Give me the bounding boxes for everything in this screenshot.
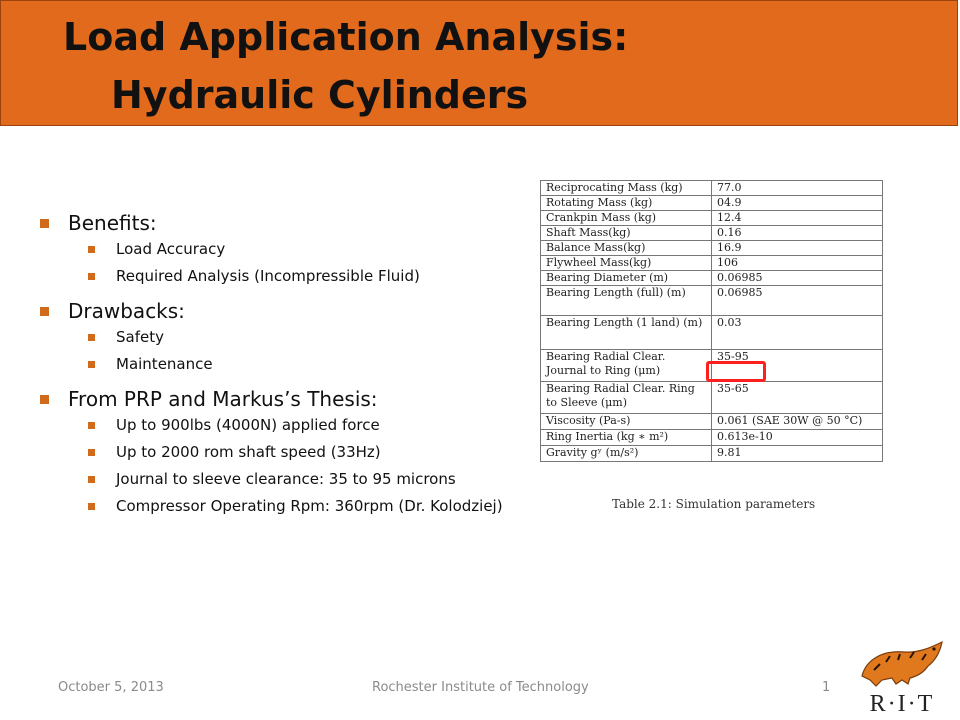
table-row <box>541 316 883 350</box>
footer-institution: Rochester Institute of Technology <box>372 680 589 695</box>
param-value: 0.613e-10 <box>712 430 883 446</box>
param-name: Flywheel Mass(kg) <box>541 256 712 271</box>
table-caption: Table 2.1: Simulation parameters <box>612 497 816 511</box>
bullet-square-icon <box>88 503 95 510</box>
table-row <box>541 430 883 446</box>
bullet-square-icon <box>40 219 49 228</box>
table-row <box>541 181 883 196</box>
bullet-square-icon <box>88 476 95 483</box>
sub-bullet <box>38 466 638 493</box>
table-row <box>541 271 883 286</box>
table-row <box>541 256 883 271</box>
param-value: 0.06985 <box>712 271 883 286</box>
param-name: Bearing Radial Clear. Ring to Sleeve (μm) <box>541 382 712 414</box>
param-value: 0.061 (SAE 30W @ 50 °C) <box>712 414 883 430</box>
param-value: 35-65 <box>712 382 883 414</box>
param-value: 0.06985 <box>712 286 883 316</box>
bullet-label: Benefits: <box>68 211 157 235</box>
bullet-square-icon <box>40 395 49 404</box>
param-name: Bearing Length (full) (m) <box>541 286 712 316</box>
sub-bullet-text: Up to 900lbs (4000N) applied force <box>116 416 380 434</box>
sub-bullet-text: Required Analysis (Incompressible Fluid) <box>116 267 420 285</box>
highlight-box <box>706 361 766 382</box>
param-name: Shaft Mass(kg) <box>541 226 712 241</box>
logo-text: R·I·T <box>869 691 935 716</box>
param-name: Balance Mass(kg) <box>541 241 712 256</box>
bullet-square-icon <box>88 273 95 280</box>
simulation-parameters-table <box>540 180 883 462</box>
param-name: Viscosity (Pa-s) <box>541 414 712 430</box>
param-value: 9.81 <box>712 446 883 462</box>
param-value: 12.4 <box>712 211 883 226</box>
param-name: Bearing Length (1 land) (m) <box>541 316 712 350</box>
bullet-square-icon <box>88 334 95 341</box>
sub-bullet <box>38 493 638 520</box>
table-row <box>541 414 883 430</box>
bullet-square-icon <box>88 449 95 456</box>
table-row <box>541 241 883 256</box>
sub-bullet-text: Maintenance <box>116 355 213 373</box>
sub-bullet-text: Safety <box>116 328 164 346</box>
param-name: Bearing Diameter (m) <box>541 271 712 286</box>
param-value: 0.03 <box>712 316 883 350</box>
table-row <box>541 382 883 414</box>
table-row <box>541 286 883 316</box>
sub-bullet-text: Compressor Operating Rpm: 360rpm (Dr. Kolodziej) <box>116 497 503 515</box>
rit-logo <box>852 640 952 716</box>
param-value: 106 <box>712 256 883 271</box>
footer-date: October 5, 2013 <box>58 680 164 695</box>
slide-number: 1 <box>822 680 831 695</box>
param-name: Reciprocating Mass (kg) <box>541 181 712 196</box>
bullet-square-icon <box>88 246 95 253</box>
table-row <box>541 446 883 462</box>
title-banner <box>0 0 958 126</box>
bullet-label: Drawbacks: <box>68 299 185 323</box>
slide-title-line-2: Hydraulic Cylinders <box>111 73 529 117</box>
param-name: Crankpin Mass (kg) <box>541 211 712 226</box>
param-name: Gravity gʸ (m/s²) <box>541 446 712 462</box>
param-name: Bearing Radial Clear. Journal to Ring (μm) <box>541 350 712 382</box>
table-row <box>541 211 883 226</box>
param-value: 77.0 <box>712 181 883 196</box>
param-value: 35-95 <box>712 350 883 382</box>
bullet-square-icon <box>88 361 95 368</box>
param-value: 04.9 <box>712 196 883 211</box>
table-row <box>541 196 883 211</box>
param-name: Rotating Mass (kg) <box>541 196 712 211</box>
param-value: 0.16 <box>712 226 883 241</box>
bullet-square-icon <box>40 307 49 316</box>
slide-title-line-1: Load Application Analysis: <box>63 15 629 59</box>
param-name: Ring Inertia (kg ∗ m²) <box>541 430 712 446</box>
sub-bullet-text: Load Accuracy <box>116 240 226 258</box>
table-row <box>541 226 883 241</box>
sub-bullet-text: Up to 2000 rom shaft speed (33Hz) <box>116 443 381 461</box>
sub-bullet-text: Journal to sleeve clearance: 35 to 95 microns <box>116 470 456 488</box>
tiger-icon <box>862 642 942 686</box>
bullet-label: From PRP and Markus’s Thesis: <box>68 387 378 411</box>
param-value: 16.9 <box>712 241 883 256</box>
bullet-square-icon <box>88 422 95 429</box>
